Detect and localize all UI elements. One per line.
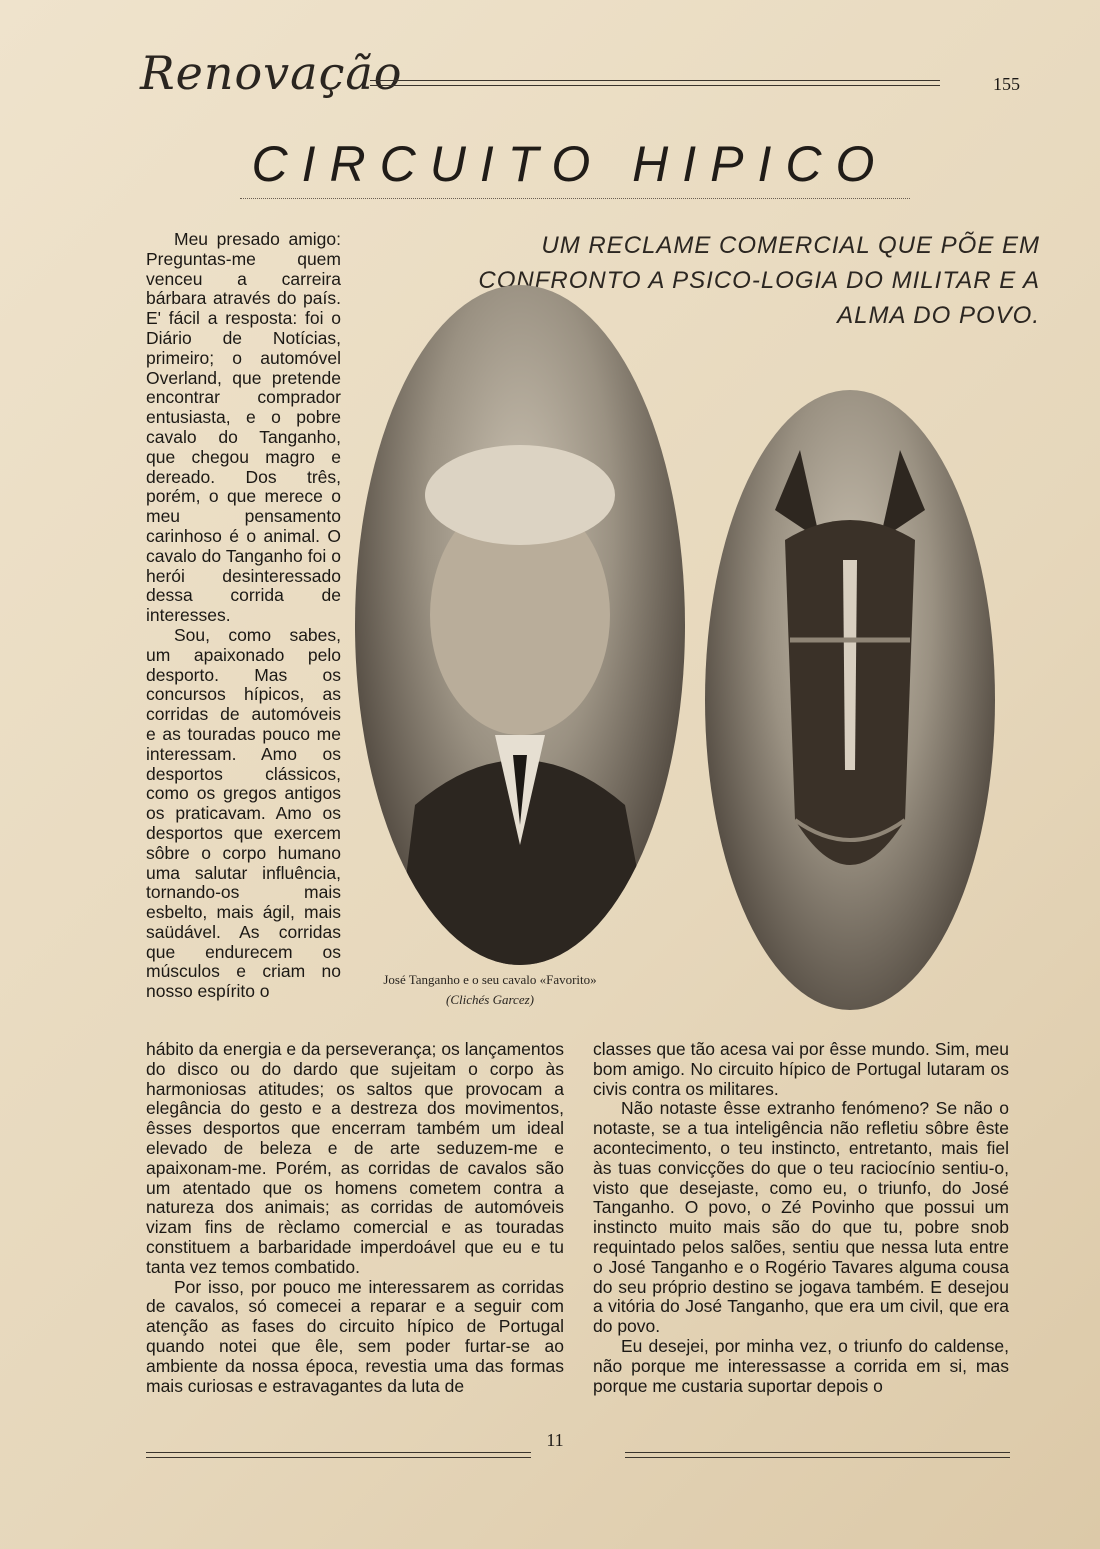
title-divider	[240, 198, 910, 199]
page-number-top: 155	[993, 74, 1020, 94]
man-portrait-image	[355, 285, 685, 965]
paragraph: Meu presado amigo: Preguntas-me quem venceu a carreira bárbara através do país. E' fácil a resposta: foi o Diário de Notícias, primeiro; o automóvel Overland, que pretende encontrar comprador entusiasta, e o pobre cavalo do Tanganho, que chegou magro e dereado. Dos três, porém, o que merece o meu pensamento carinhoso é o animal. O cavalo do Tanganho foi o herói desinteressado dessa corrida de interesses.	[146, 229, 341, 626]
article-subtitle: UM RECLAME COMERCIAL QUE PÕE EM CONFRONTO A PSICO-LOGIA DO MILITAR E A ALMA DO POVO.	[478, 232, 1040, 329]
page-number-bottom: 11	[546, 1430, 564, 1450]
paragraph: Eu desejei, por minha vez, o triunfo do caldense, não porque me interessasse a corrida em si, mas porque me custaria suportar depois o	[593, 1335, 1009, 1396]
paragraph: hábito da energia e da perseverança; os lançamentos do disco ou do dardo que sujeitam o corpo às harmoniosas atitudes; os saltos que provocam a elegância do gesto e a destreza dos movimentos, êsses desportos que encerram também um ideal elevado de beleza e de arte seduzem-me e apaixonam-me. Porém, as corridas de cavalos são um atentado que os homens cometem contra a natureza dos animais; as corridas de automóveis vizam fins de rèclamo comercial e as touradas constituem a barbaridade imperdoável que eu e tu tanta vez temos combatido.	[146, 1039, 564, 1277]
footer-rule-right	[625, 1452, 1010, 1458]
left-column	[146, 1040, 564, 1396]
footer-rule-left	[146, 1452, 531, 1458]
magazine-logo: Renovação	[140, 46, 403, 100]
right-column	[593, 1040, 1009, 1396]
masthead	[140, 40, 1020, 110]
paragraph: Não notaste êsse extranho fenómeno? Se não o notaste, se a tua inteligência não refletiu sôbre êste acontecimento, o teu instincto, entretanto, mais fiel às tuas convicções do que o teu raciocínio sentiu-o, visto que desejaste, como eu, o triunfo, do José Tanganho. O povo, o Zé Povinho que possui um instincto muito mais são do que tu, pobre snob requintado pelos salões, sentiu que nessa luta entre o José Tanganho e o Rogério Tavares alguma cousa do seu próprio destino se jogava também. E desejou a vitória do José Tanganho, que era um civil, que era do povo.	[593, 1098, 1009, 1337]
article-title: CIRCUITO HIPICO	[251, 136, 889, 192]
caption-text: José Tanganho e o seu cavalo «Favorito»	[383, 972, 597, 987]
caption-credit: (Clichés Garcez)	[446, 992, 534, 1007]
horse-photo	[705, 390, 995, 1010]
masthead-rule	[370, 80, 940, 86]
paragraph: classes que tão acesa vai por êsse mundo. Sim, meu bom amigo. No circuito hípico de Portugal lutaram os civis contra os militares.	[593, 1039, 1009, 1099]
portrait-photo	[355, 285, 685, 965]
narrow-column	[146, 230, 341, 1002]
paragraph: Por isso, por pouco me interessarem as corridas de cavalos, só comecei a reparar e a seguir com atenção as fases do circuito hípico de Portugal quando notei que êle, sem poder furtar-se ao ambiente da nossa época, revestia uma das formas mais curiosas e estravagantes da luta de	[146, 1276, 564, 1396]
photo-caption	[360, 970, 620, 1010]
horse-image	[705, 390, 995, 1010]
paragraph: Sou, como sabes, um apaixonado pelo desporto. Mas os concursos hípicos, as corridas de automóveis e as touradas pouco me interessam. Amo os desportos clássicos, como os gregos antigos os praticavam. Amo os desportos que exercem sôbre o corpo humano uma salutar influência, tornando-os mais esbelto, mais ágil, mais saüdável. As corridas que endurecem os músculos e criam no nosso espírito o	[146, 624, 341, 1002]
